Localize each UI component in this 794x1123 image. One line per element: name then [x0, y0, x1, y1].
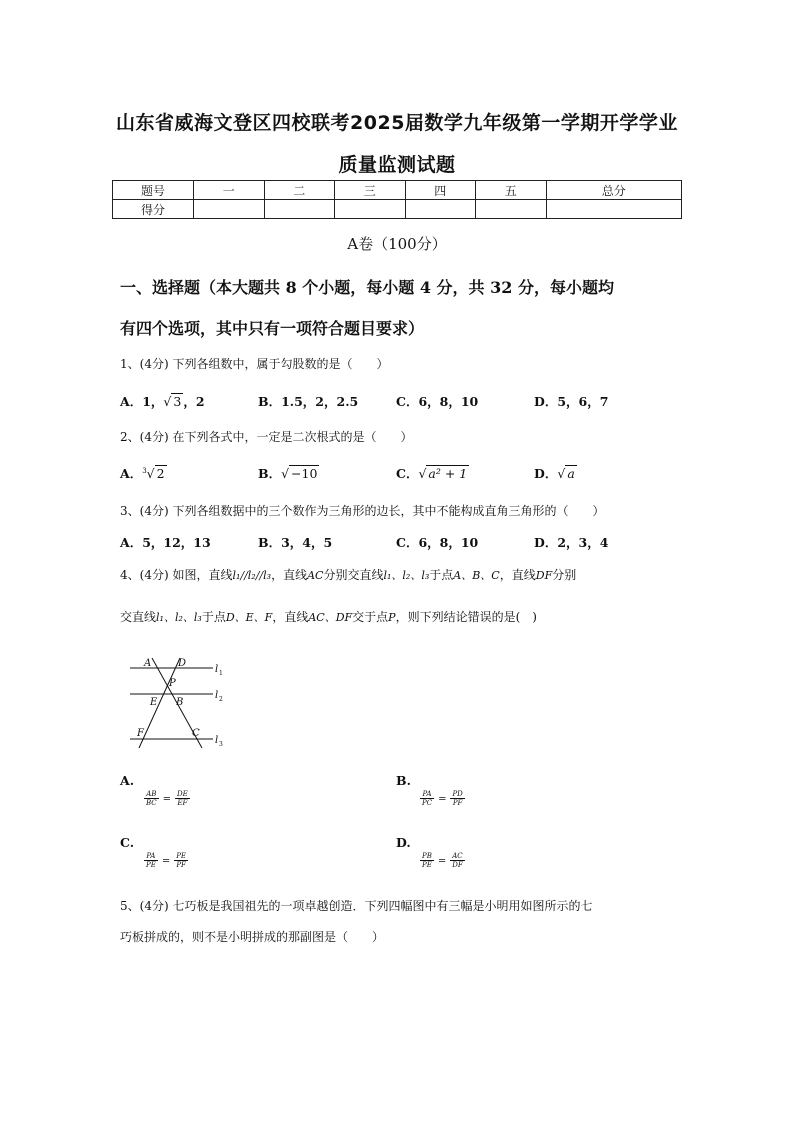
q1-option-a[interactable]: A．1，√ 3 ，2 [120, 394, 205, 409]
q4-math: l₁、l₂、l₃ [156, 611, 202, 624]
table-cell: 题号 [113, 181, 194, 200]
q4-option-b[interactable] [396, 773, 465, 807]
q2-option-c-radicand: a² + 1 [428, 466, 468, 481]
question-3-stem: 3、(4分) 下列各组数据中的三个数作为三角形的边长，其中不能构成直角三角形的（ ） [120, 504, 605, 518]
score-input-cell[interactable] [335, 200, 406, 219]
equals-sign: = [437, 856, 447, 867]
label-l2: l [215, 690, 219, 701]
frac-denominator: BC [146, 799, 157, 807]
q4-text: 分别 [552, 568, 577, 582]
exam-title-line1: 山东省威海文登区四校联考2025届数学九年级第一学期开学学业 [116, 112, 678, 134]
question-5-stem-line1: 5、(4分) 七巧板是我国祖先的一项卓越创造．下列四幅图中有三幅是小明用如图所示的七 [120, 899, 593, 913]
question-2-stem: 2、(4分) 在下列各式中，一定是二次根式的是（ ） [120, 430, 413, 444]
frac-denominator: PF [452, 799, 463, 807]
q4-text: ，直线 [499, 568, 536, 582]
label-a: A [144, 658, 152, 669]
q4-math: D、E、F [225, 611, 273, 624]
score-table [112, 180, 682, 219]
q1-option-a-radicand: 3 [173, 394, 182, 409]
q2-option-b-radicand: −10 [291, 466, 318, 481]
equals-sign: = [161, 856, 171, 867]
score-input-cell[interactable] [264, 200, 335, 219]
q4-text: 于点 [201, 610, 226, 624]
frac-denominator: PF [176, 861, 186, 869]
q4-option-a-label: A. [120, 773, 135, 788]
q1-option-b[interactable]: B．1.5，2，2.5 [258, 394, 359, 409]
frac-numerator: AC [450, 852, 464, 861]
frac-numerator: PD [452, 790, 463, 798]
q1-option-d[interactable]: D．5，6，7 [534, 394, 609, 409]
label-l3: l [215, 735, 219, 746]
q2-option-a[interactable]: A．$^3$√ 2 [120, 466, 165, 481]
q2-option-d-label: D． [534, 466, 558, 481]
label-c: C [192, 728, 200, 739]
q4-text: 分别交直线 [323, 568, 384, 582]
score-input-cell[interactable] [405, 200, 476, 219]
q2-option-a-radicand: 2 [156, 466, 165, 481]
q4-math: AC、DF [308, 611, 353, 624]
label-d: D [178, 658, 187, 669]
frac-denominator: PE [422, 861, 432, 869]
frac-numerator: AB [144, 790, 159, 799]
section-heading-line2: 有四个选项，其中只有一项符合题目要求） [120, 319, 425, 338]
frac-numerator: PA [144, 852, 158, 861]
question-4-stem-line2 [120, 608, 537, 625]
q1-option-c[interactable]: C．6，8，10 [396, 394, 479, 409]
q4-math: l₁、l₂、l₃ [383, 569, 430, 582]
frac-numerator: PB [422, 852, 432, 860]
q4-math: A、B、C [453, 569, 500, 582]
q4-option-d-label: D. [396, 835, 411, 850]
equals-sign: = [438, 794, 447, 805]
question-1-stem: 1、(4分) 下列各组数中，属于勾股数的是（ ） [120, 357, 389, 371]
q4-option-a[interactable] [120, 773, 190, 807]
q4-option-c-label: C. [120, 835, 135, 850]
q4-math: P [388, 611, 396, 624]
frac-numerator: DE [177, 790, 188, 798]
q4-math: l₁//l₂//l₃ [232, 569, 272, 582]
q3-option-c[interactable]: C．6，8，10 [396, 535, 479, 550]
table-row [113, 181, 682, 200]
label-l1: l [215, 664, 219, 675]
q4-option-c[interactable] [120, 835, 188, 869]
frac-denominator: PC [422, 799, 433, 807]
q3-option-d[interactable]: D．2，3，4 [534, 535, 609, 550]
frac-denominator: EF [177, 799, 188, 807]
q4-text: ，则下列结论错误的是( ) [395, 610, 537, 624]
score-input-cell[interactable] [476, 200, 547, 219]
q3-option-a[interactable]: A．5，12，13 [120, 535, 211, 550]
q4-option-d[interactable] [396, 835, 465, 869]
frac-numerator: PA [420, 790, 434, 799]
q2-option-d[interactable]: D．√ a [534, 466, 575, 481]
question-4-stem-line1 [120, 566, 576, 583]
q3-option-b[interactable]: B．3，4，5 [258, 535, 333, 550]
q2-option-a-label: A． [120, 466, 143, 481]
q1-option-a-prefix: A．1， [120, 394, 164, 409]
label-l2-sub: 2 [219, 696, 223, 703]
q4-text: 交直线 [120, 610, 157, 624]
q4-math: AC [307, 569, 324, 582]
table-cell: 四 [405, 181, 476, 200]
q4-math: DF [535, 569, 553, 582]
section-heading-line1: 一、选择题（本大题共 8 个小题，每小题 4 分，共 32 分，每小题均 [120, 278, 614, 297]
table-cell: 三 [335, 181, 406, 200]
table-cell: 一 [194, 181, 265, 200]
table-cell: 总分 [546, 181, 682, 200]
score-input-cell[interactable] [546, 200, 682, 219]
table-cell: 二 [264, 181, 335, 200]
parallel-lines-figure [125, 650, 235, 752]
table-cell: 得分 [113, 200, 194, 219]
q2-option-d-radicand: a [567, 466, 575, 481]
q4-text: 交于点 [352, 610, 389, 624]
q2-option-b-label: B． [258, 466, 282, 481]
label-b: B [176, 697, 184, 708]
equals-sign: = [162, 794, 172, 805]
label-f: F [137, 728, 144, 739]
q2-option-c-label: C． [396, 466, 419, 481]
q4-text: ，直线 [271, 568, 308, 582]
label-p: P [169, 678, 176, 689]
label-l1-sub: 1 [219, 670, 223, 677]
q2-option-a-index: 3 [142, 466, 147, 475]
table-row [113, 200, 682, 219]
volume-label: A卷（100分） [347, 235, 447, 253]
label-e: E [150, 697, 158, 708]
q4-text: ，直线 [272, 610, 309, 624]
frac-denominator: DF [452, 861, 463, 869]
exam-title-line2: 质量监测试题 [338, 154, 456, 176]
frac-denominator: PE [146, 861, 156, 869]
frac-numerator: PE [176, 852, 187, 860]
label-l3-sub: 3 [219, 741, 223, 748]
score-input-cell[interactable] [194, 200, 265, 219]
q4-option-b-label: B. [396, 773, 411, 788]
q2-option-c[interactable]: C．√ a² + 1 [396, 466, 468, 481]
q4-text: 4、(4分) 如图，直线 [120, 568, 233, 582]
question-5-stem-line2: 巧板拼成的，则不是小明拼成的那副图是（ ） [120, 930, 385, 944]
q4-text: 于点 [429, 568, 454, 582]
q2-option-b[interactable]: B．√ −10 [258, 466, 318, 481]
q1-option-a-suffix: ，2 [183, 394, 205, 409]
table-cell: 五 [476, 181, 547, 200]
